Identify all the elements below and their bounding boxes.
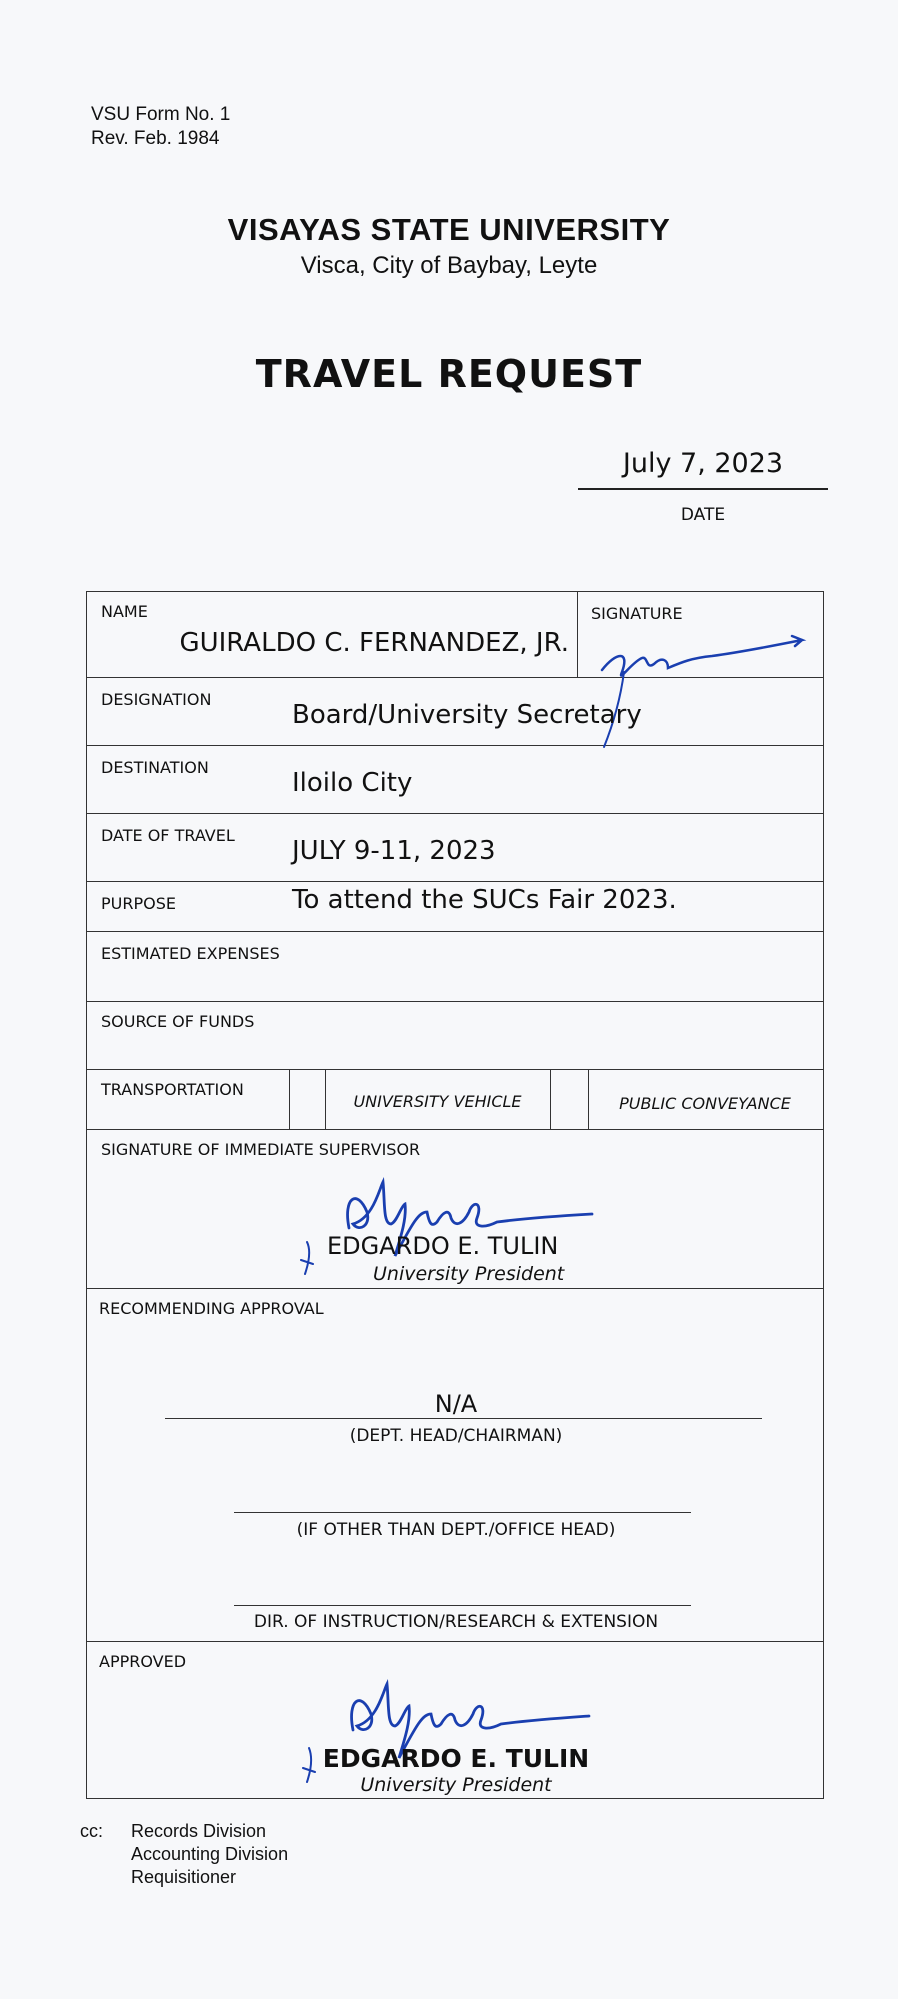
university-vehicle-option: UNIVERSITY VEHICLE xyxy=(353,1092,522,1111)
public-conveyance-checkbox[interactable] xyxy=(551,1070,587,1128)
supervisor-position: University President xyxy=(373,1263,565,1285)
cc-block xyxy=(80,1820,288,1889)
travel-request-table xyxy=(86,591,824,1799)
row-divider xyxy=(87,931,823,932)
supervisor-label: SIGNATURE OF IMMEDIATE SUPERVISOR xyxy=(101,1140,421,1159)
other-head-line xyxy=(234,1512,691,1513)
dept-head-caption: (DEPT. HEAD/CHAIRMAN) xyxy=(349,1426,563,1446)
date-value: July 7, 2023 xyxy=(622,448,784,479)
row-divider xyxy=(87,1001,823,1002)
estimated-expenses-label: ESTIMATED EXPENSES xyxy=(101,944,280,963)
row-divider xyxy=(87,881,823,882)
cc-recipient: Accounting Division xyxy=(131,1844,289,1864)
designation-value: Board/University Secretary xyxy=(292,700,642,730)
source-of-funds-label: SOURCE OF FUNDS xyxy=(101,1012,255,1031)
form-number-block xyxy=(91,103,230,151)
public-conveyance-option: PUBLIC CONVEYANCE xyxy=(619,1094,791,1113)
purpose-value: To attend the SUCs Fair 2023. xyxy=(292,885,677,915)
form-revision: Rev. Feb. 1984 xyxy=(91,128,220,149)
approved-label: APPROVED xyxy=(99,1652,187,1671)
dept-head-line xyxy=(165,1418,762,1419)
institution-name: VISAYAS STATE UNIVERSITY xyxy=(227,212,671,247)
document-title: TRAVEL REQUEST xyxy=(255,352,643,396)
date-line xyxy=(578,488,828,490)
purpose-label: PURPOSE xyxy=(101,894,176,913)
transportation-label: TRANSPORTATION xyxy=(101,1080,244,1099)
date-of-travel-value: JULY 9-11, 2023 xyxy=(292,836,496,866)
date-label: DATE xyxy=(680,505,726,525)
row-divider xyxy=(87,1288,823,1289)
director-caption: DIR. OF INSTRUCTION/RESEARCH & EXTENSION xyxy=(253,1612,659,1632)
requester-signature xyxy=(592,622,812,752)
other-head-caption: (IF OTHER THAN DEPT./OFFICE HEAD) xyxy=(296,1520,616,1540)
cc-label: cc: xyxy=(80,1821,104,1841)
cc-recipients xyxy=(131,1820,288,1889)
supervisor-name: EDGARDO E. TULIN xyxy=(327,1232,559,1260)
cc-recipient: Records Division xyxy=(131,1821,267,1841)
destination-value: Iloilo City xyxy=(292,768,413,798)
university-vehicle-checkbox[interactable] xyxy=(290,1070,324,1128)
institution-address: Visca, City of Baybay, Leyte xyxy=(300,252,598,279)
destination-label: DESTINATION xyxy=(101,758,209,777)
recommending-approval-label: RECOMMENDING APPROVAL xyxy=(99,1299,324,1318)
row-divider xyxy=(87,813,823,814)
name-value: GUIRALDO C. FERNANDEZ, JR. xyxy=(179,628,569,658)
approver-name: EDGARDO E. TULIN xyxy=(322,1744,590,1773)
date-of-travel-label: DATE OF TRAVEL xyxy=(101,826,235,845)
row-divider xyxy=(87,1641,823,1642)
dept-head-value: N/A xyxy=(434,1390,478,1418)
approver-position: University President xyxy=(360,1774,552,1796)
designation-label: DESIGNATION xyxy=(101,690,212,709)
col-divider xyxy=(577,592,578,677)
signature-label: SIGNATURE xyxy=(591,604,683,623)
director-line xyxy=(234,1605,691,1606)
form-number: VSU Form No. 1 xyxy=(91,104,231,125)
row-divider xyxy=(87,1129,823,1130)
name-label: NAME xyxy=(101,602,148,621)
row-divider xyxy=(87,1069,823,1070)
cc-recipient: Requisitioner xyxy=(131,1867,237,1887)
